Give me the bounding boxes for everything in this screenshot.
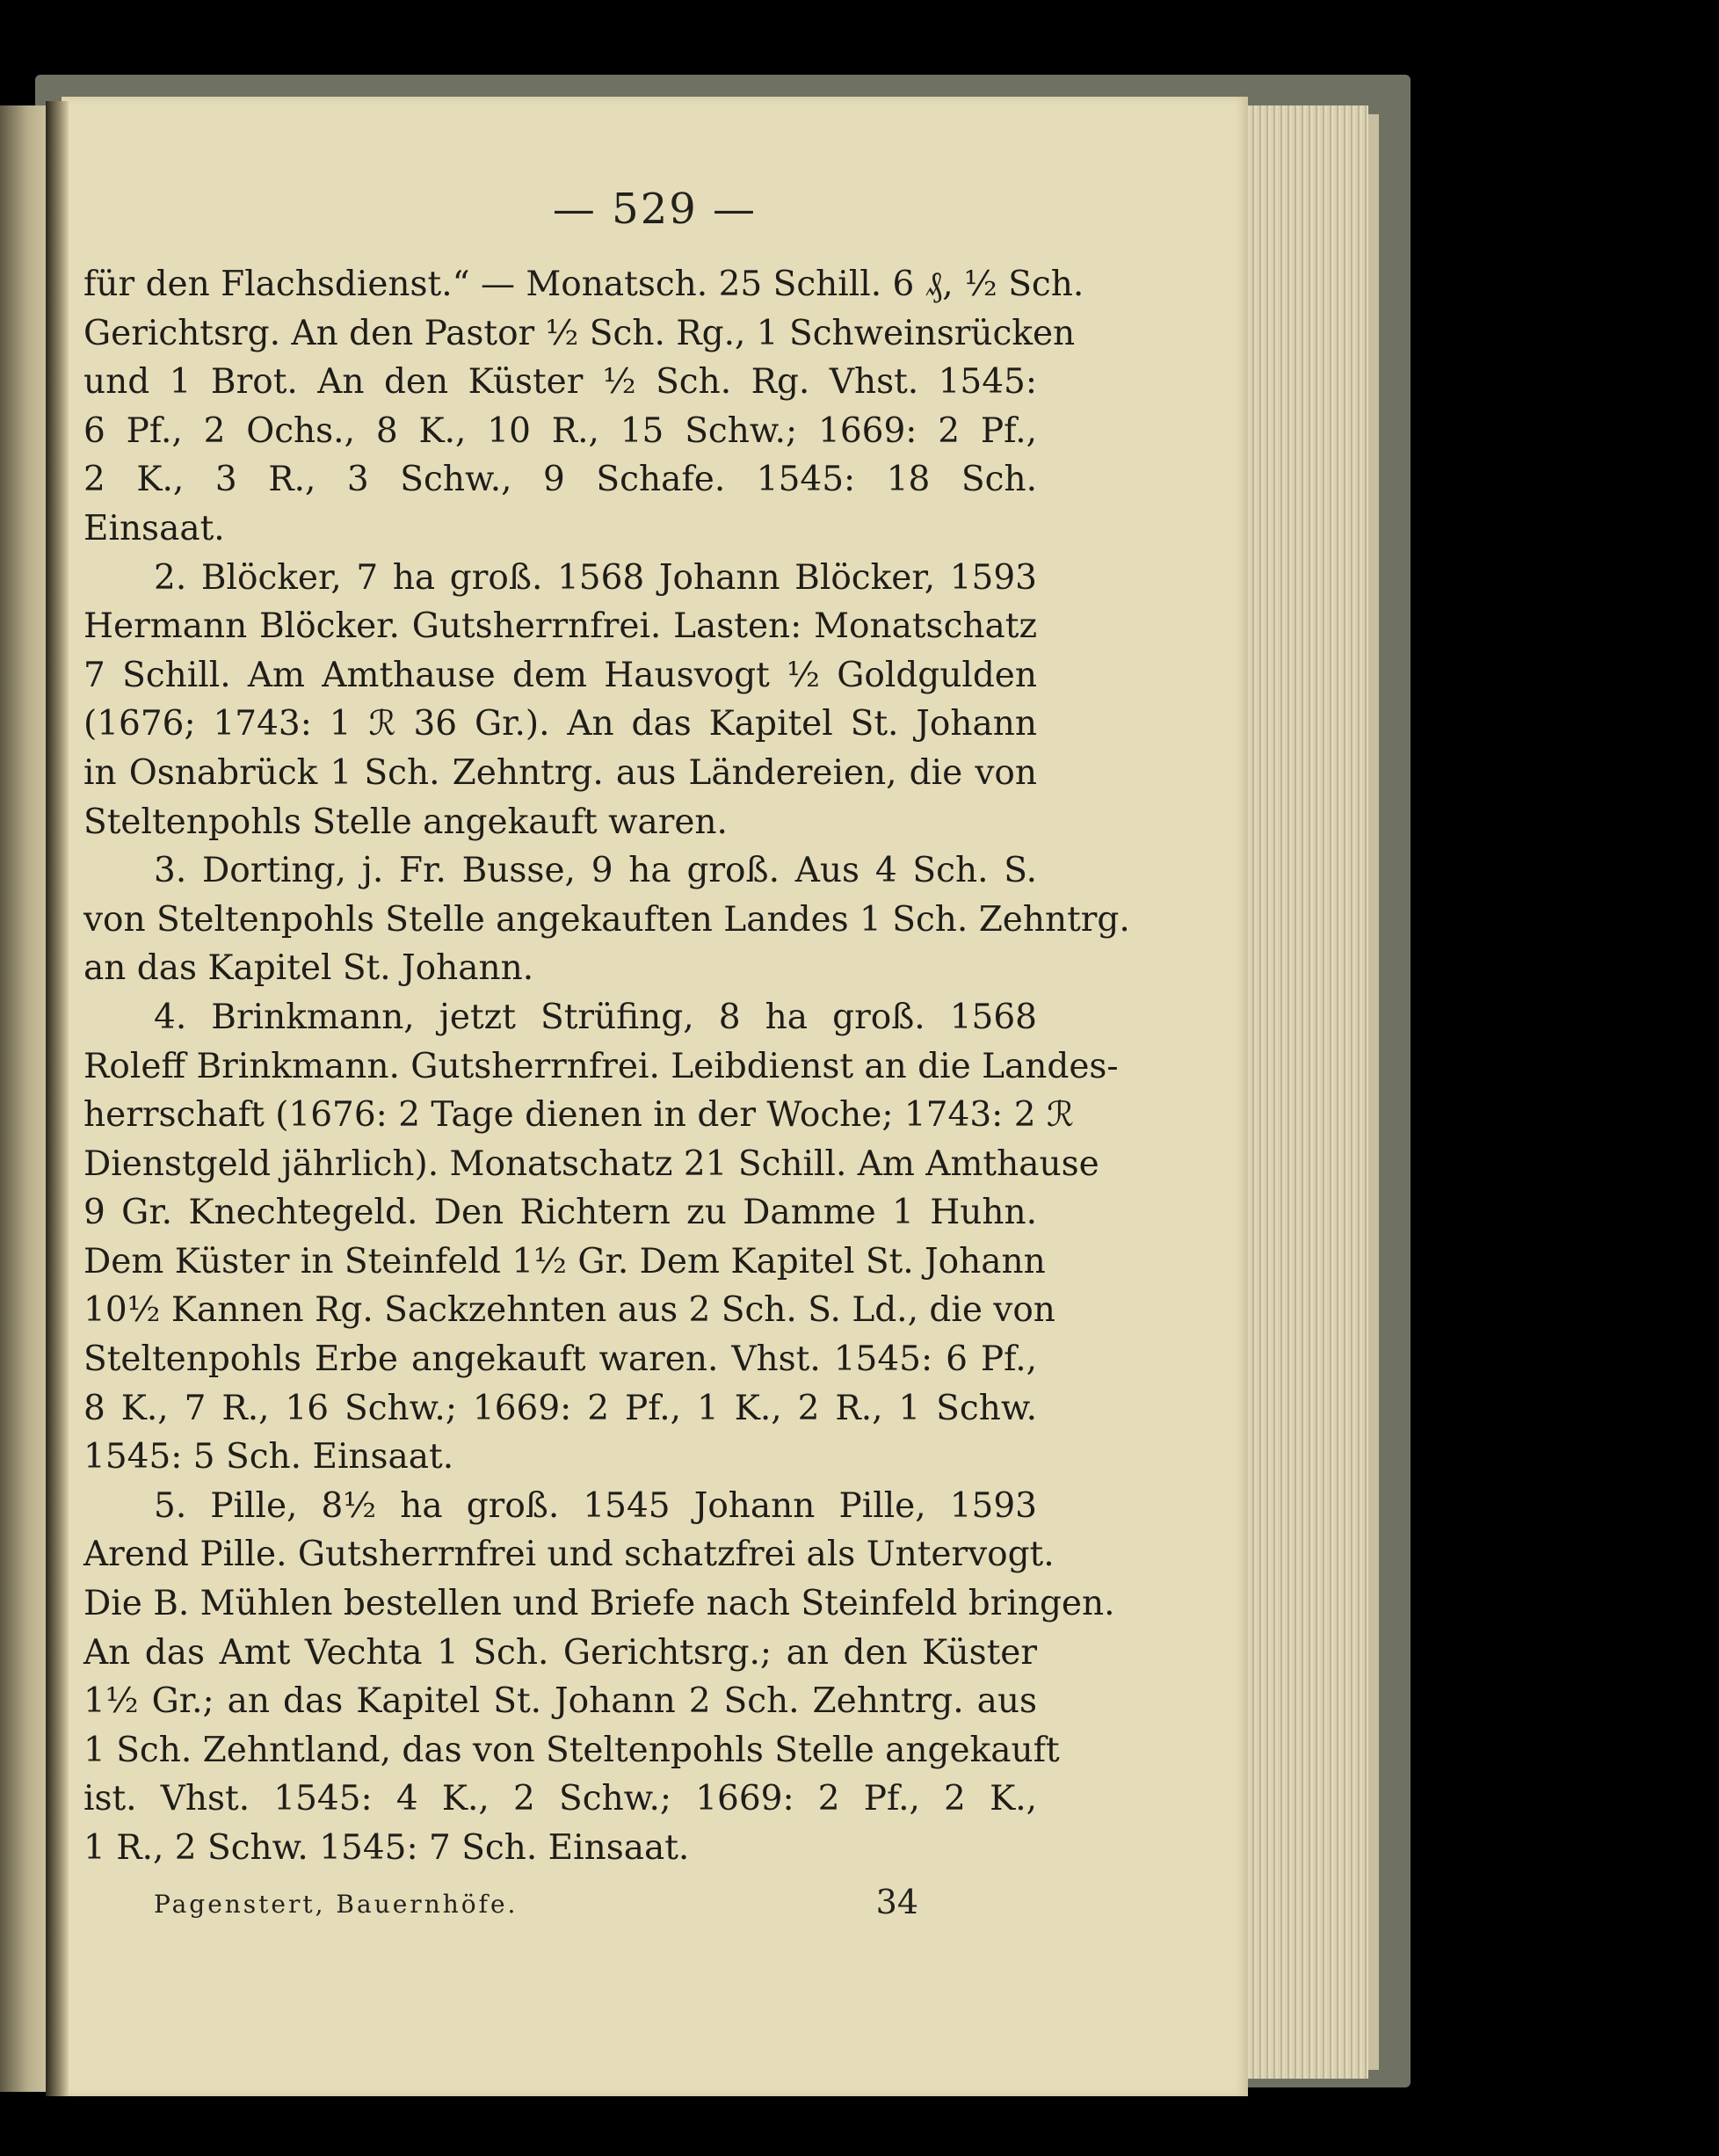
page-body-text — [83, 260, 1130, 1873]
text-line: 10½ Kannen Rg. Sackzehnten aus 2 Sch. S. Ld., die von — [83, 1290, 1055, 1331]
text-line: 8 K., 7 R., 16 Schw.; 1669: 2 Pf., 1 K., 2 R., 1 Schw. — [83, 1388, 1037, 1428]
text-line: An das Amt Vechta 1 Sch. Gerichtsrg.; an den Küster — [83, 1632, 1037, 1673]
text-line: Arend Pille. Gutsherrnfrei und schatzfrei als Untervogt. — [83, 1535, 1055, 1575]
text-line: Steltenpohls Stelle angekauft waren. — [83, 802, 728, 842]
text-line: 5. Pille, 8½ ha groß. 1545 Johann Pille, 1593 — [154, 1485, 1037, 1526]
text-line: 9 Gr. Knechtegeld. Den Richtern zu Damme 1 Huhn. — [83, 1193, 1037, 1233]
text-line: für den Flachsdienst.“ — Monatsch. 25 Schill. 6 ₰, ½ Sch. — [83, 265, 1084, 304]
text-line: herrschaft (1676: 2 Tage dienen in der Woche; 1743: 2 ℛ — [83, 1095, 1075, 1136]
text-line: 4. Brinkmann, jetzt Strüfing, 8 ha groß. 1568 — [154, 997, 1037, 1037]
signature-mark: Pagenstert, Bauernhöfe. — [154, 1890, 519, 1919]
text-line: 1½ Gr.; an das Kapitel St. Johann 2 Sch. Zehntrg. aus — [83, 1681, 1037, 1722]
text-line: Dienstgeld jährlich). Monatschatz 21 Schill. Am Amthause — [83, 1143, 1099, 1184]
text-line: Einsaat. — [83, 508, 225, 548]
text-line: Die B. Mühlen bestellen und Briefe nach Steinfeld bringen. — [83, 1584, 1115, 1624]
sheet-number: 34 — [875, 1883, 918, 1921]
text-line: von Steltenpohls Stelle angekauften Landes 1 Sch. Zehntrg. — [83, 899, 1130, 940]
text-line: ist. Vhst. 1545: 4 K., 2 Schw.; 1669: 2 Pf., 2 K., — [83, 1779, 1037, 1819]
text-line: Hermann Blöcker. Gutsherrnfrei. Lasten: Monatschatz — [83, 606, 1037, 647]
text-line: 1545: 5 Sch. Einsaat. — [83, 1437, 454, 1477]
text-line: 1 Sch. Zehntland, das von Steltenpohls Stelle angekauft — [83, 1730, 1060, 1770]
text-line: 6 Pf., 2 Ochs., 8 K., 10 R., 15 Schw.; 1669: 2 Pf., — [83, 410, 1037, 451]
text-line: Roleff Brinkmann. Gutsherrnfrei. Leibdienst an die Landes- — [83, 1046, 1119, 1086]
text-line: Dem Küster in Steinfeld 1½ Gr. Dem Kapitel St. Johann — [83, 1241, 1046, 1281]
text-line: und 1 Brot. An den Küster ½ Sch. Rg. Vhst. 1545: — [83, 362, 1037, 403]
text-line: an das Kapitel St. Johann. — [83, 948, 534, 989]
previous-page-edge — [0, 105, 51, 2092]
book-gutter — [46, 101, 69, 2096]
text-line: 3. Dorting, j. Fr. Busse, 9 ha groß. Aus 4 Sch. S. — [154, 851, 1037, 891]
text-line: 2 K., 3 R., 3 Schw., 9 Schafe. 1545: 18 Sch. — [83, 460, 1037, 500]
text-line: (1676; 1743: 1 ℛ 36 Gr.). An das Kapitel St. Johann — [83, 704, 1037, 744]
text-line: Gerichtsrg. An den Pastor ½ Sch. Rg., 1 Schweinsrücken — [83, 313, 1076, 353]
page-number-header: — 529 — — [552, 185, 758, 234]
text-line: 1 R., 2 Schw. 1545: 7 Sch. Einsaat. — [83, 1828, 690, 1868]
text-line: 2. Blöcker, 7 ha groß. 1568 Johann Blöcker, 1593 — [154, 557, 1037, 598]
text-line: Steltenpohls Erbe angekauft waren. Vhst. 1545: 6 Pf., — [83, 1339, 1037, 1380]
text-line: in Osnabrück 1 Sch. Zehntrg. aus Ländereien, die von — [83, 752, 1037, 793]
text-line: 7 Schill. Am Amthause dem Hausvogt ½ Goldgulden — [83, 655, 1037, 695]
